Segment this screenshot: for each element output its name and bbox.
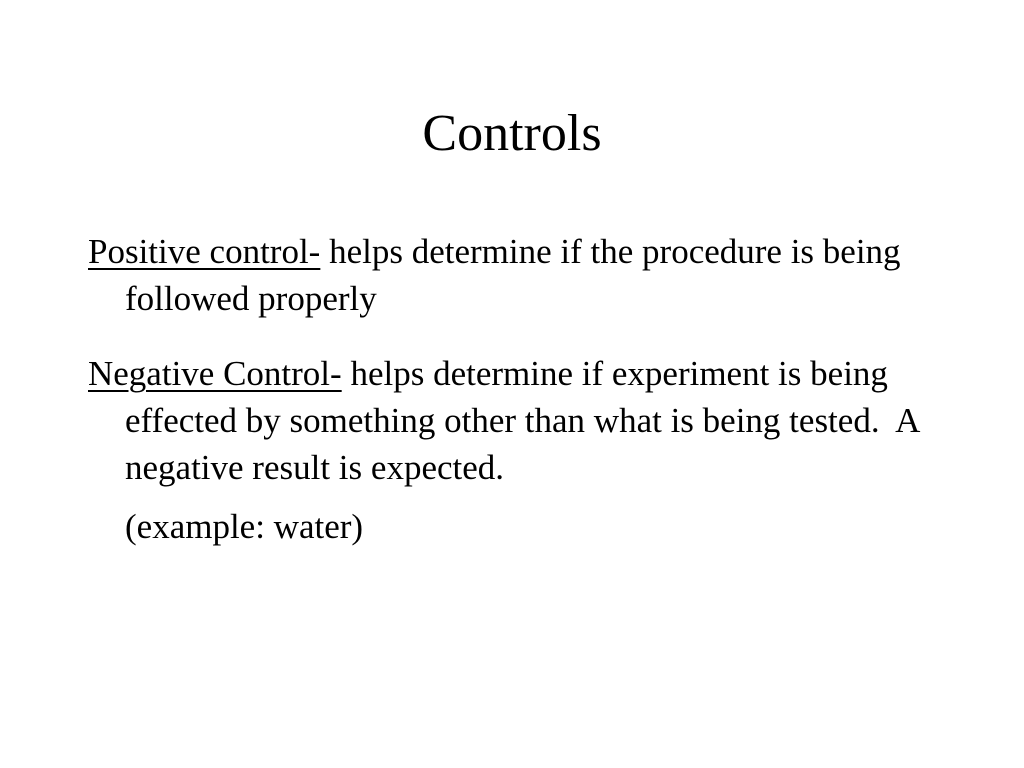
example-paragraph <box>88 503 948 550</box>
negative-control-term: Negative Control- <box>88 354 342 393</box>
positive-control-term: Positive control- <box>88 232 321 271</box>
positive-control-paragraph <box>88 228 948 322</box>
example-text: (example: water) <box>125 507 364 546</box>
negative-control-paragraph <box>88 350 948 491</box>
negative-control-description: helps determine if experiment is being effected by something other than what is being tested. A negative result is expected. <box>125 354 928 487</box>
slide-body <box>88 228 948 550</box>
slide-title: Controls <box>422 105 602 162</box>
positive-control-description: helps determine if the procedure is being followed properly <box>125 232 901 318</box>
